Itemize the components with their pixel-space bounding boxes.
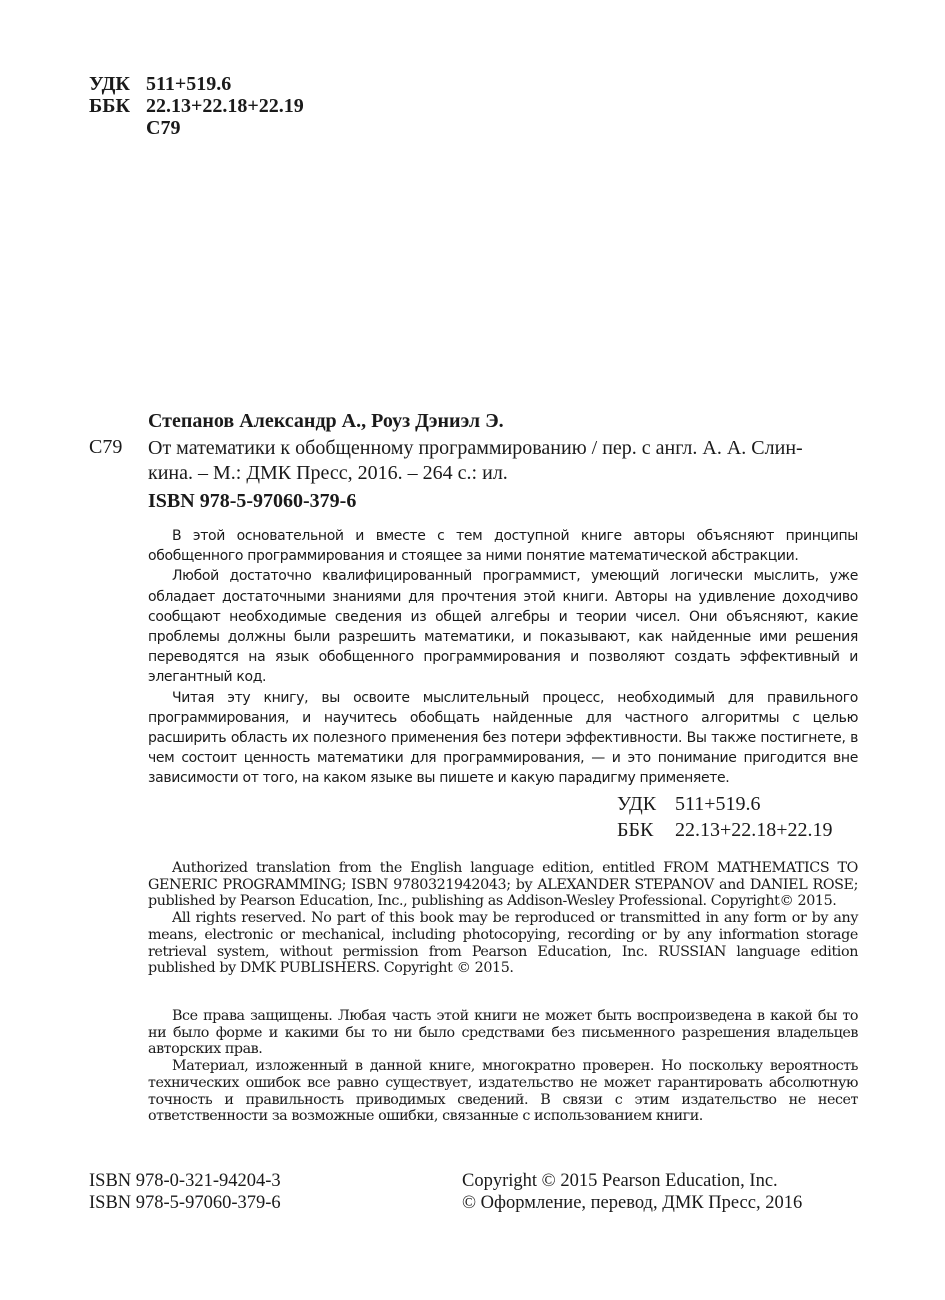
annotation-paragraph: Любой достаточно квалифицированный программист, умеющий логически мыслить, уже обладает достаточными знаниями для прочтения этой книги. Авторы на удивление доходчиво сообщают необходимые сведения из общей алгебры и теории чисел. Они объясняют, какие проблемы должны были разрешить математики, и показывают, как найденные ими решения переводятся на язык обобщенного программирования и позволяют создать эффективный и элегантный код. [148, 568, 858, 686]
annotation-paragraph: Читая эту книгу, вы освоите мыслительный процесс, необходимый для правильного программирования, и научитесь обобщать найденные для частного алгоритмы с целью расширить область их полезного применения без потери эффективности. Вы также постигнете, в чем состоит ценность математики для программирования, — и это понимание пригодится вне зависимости от того, на каком языке вы пишете и какую парадигму применяете. [148, 689, 858, 787]
udk-label: УДК [617, 793, 657, 815]
author-mark: С79 [146, 117, 181, 139]
bbk-label: ББК [617, 819, 654, 841]
annotation [148, 526, 858, 789]
notice-paragraph: Authorized translation from the English language edition, entitled FROM MATHEMATICS TO GENERIC PROGRAMMING; ISBN 9780321942043; by ALEXANDER STEPANOV and DANIEL ROSE; published by Pearson Education, Inc., publishing as Addison-Wesley Professional. Copyright© 2015. [148, 860, 858, 910]
catalog-title-line-1: От математики к обобщенному программированию / пер. с англ. А. А. Слин- [148, 437, 803, 459]
isbn-original: ISBN 978-0-321-94204-3 [89, 1171, 281, 1191]
notice-paragraph: All rights reserved. No part of this book may be reproduced or transmitted in any form or by any means, electronic or mechanical, including photocopying, recording or by any information storage retrieval system, without permission from Pearson Education, Inc. RUSSIAN language edition published by DMK PUBLISHERS. Copyright © 2015. [148, 910, 858, 977]
isbn-russian: ISBN 978-5-97060-379-6 [89, 1193, 281, 1213]
russian-rights-notice [148, 1008, 858, 1125]
udk-value: 511+519.6 [146, 73, 232, 95]
udk-value: 511+519.6 [675, 793, 761, 815]
catalog-code: С79 [89, 436, 123, 458]
notice-paragraph: Материал, изложенный в данной книге, многократно проверен. Но поскольку вероятность технических ошибок все равно существует, издательство не может гарантировать абсолютную точность и правильность приводимых сведений. В связи с этим издательство не несет ответственности за возможные ошибки, связанные с использованием книги. [148, 1058, 858, 1125]
isbn-list [89, 1170, 281, 1214]
english-copyright-notice [148, 860, 858, 977]
copyright-original: Copyright © 2015 Pearson Education, Inc. [462, 1171, 778, 1191]
author-mark-row [89, 117, 304, 139]
catalog-isbn: ISBN 978-5-97060-379-6 [148, 490, 357, 512]
udk-label: УДК [89, 73, 130, 95]
catalog-title [148, 436, 858, 486]
bbk-value: 22.13+22.18+22.19 [675, 819, 833, 841]
udk-row [89, 73, 304, 95]
catalog-title-line-2: кина. – М.: ДМК Пресс, 2016. – 264 с.: ил. [148, 462, 508, 484]
copyright-russian: © Оформление, перевод, ДМК Пресс, 2016 [462, 1193, 803, 1213]
notice-paragraph: Все права защищены. Любая часть этой книги не может быть воспроизведена в какой бы то ни было форме и какими бы то ни было средствами без письменного разрешения владельцев авторских прав. [148, 1008, 858, 1058]
bbk-label: ББК [89, 95, 130, 117]
udk-row [617, 791, 833, 817]
classification-repeat [617, 791, 833, 843]
annotation-paragraph: В этой основательной и вместе с тем доступной книге авторы объясняют принципы обобщенного программирования и стоящее за ними понятие математической абстракции. [148, 528, 858, 565]
bbk-value: 22.13+22.18+22.19 [146, 95, 304, 117]
copyright-list [462, 1170, 802, 1214]
bbk-row [617, 817, 833, 843]
catalog-authors: Степанов Александр А., Роуз Дэниэл Э. [148, 410, 504, 432]
bbk-row [89, 95, 304, 117]
classification-block [89, 73, 304, 139]
